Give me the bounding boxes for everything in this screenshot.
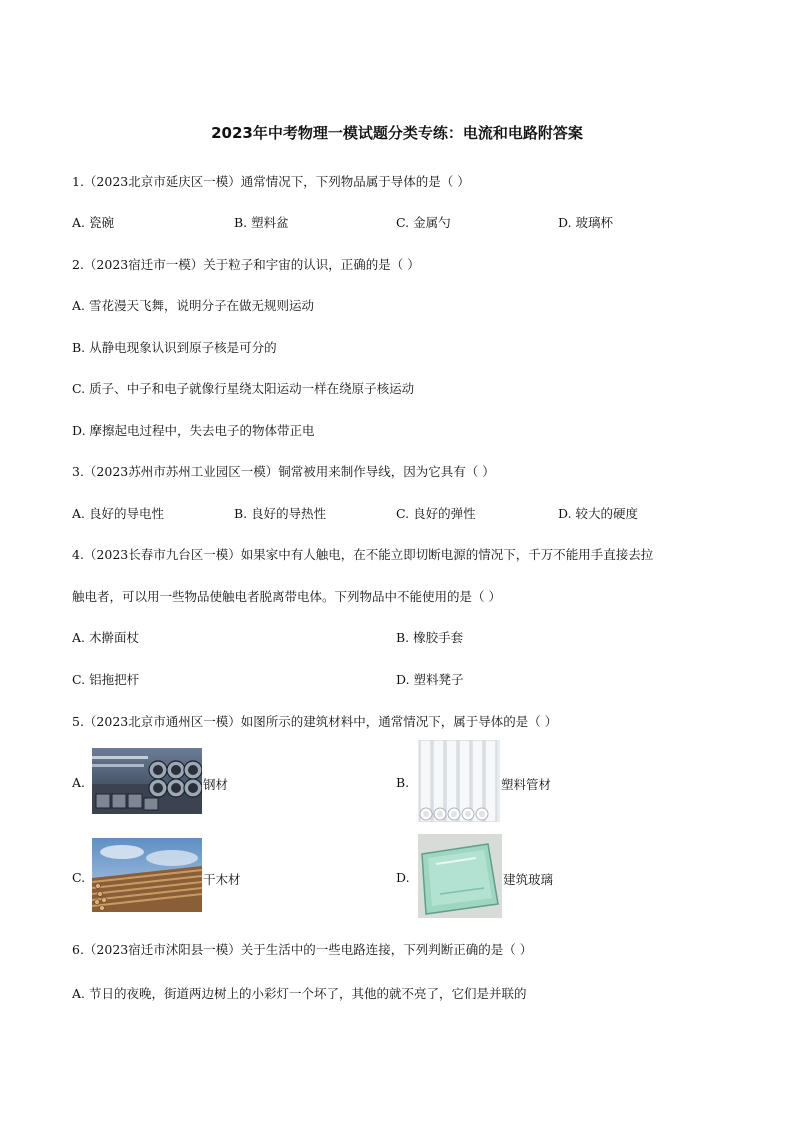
q2-option-b: B. 从静电现象认识到原子核是可分的 <box>72 340 277 355</box>
q5-option-c-letter: C. <box>72 870 86 885</box>
q5-option-b-letter: B. <box>396 775 410 790</box>
question-2-stem: 2.（2023宿迁市一模）关于粒子和宇宙的认识，正确的是（ ） <box>72 257 420 272</box>
question-4-stem-line-2: 触电者，可以用一些物品使触电者脱离带电体。下列物品中不能使用的是（ ） <box>72 589 501 604</box>
question-6-stem: 6.（2023宿迁市沭阳县一模）关于生活中的一些电路连接，下列判断正确的是（ ） <box>72 942 533 957</box>
question-5-stem: 5.（2023北京市通州区一模）如图所示的建筑材料中，通常情况下，属于导体的是（ ） <box>72 714 558 729</box>
q4-option-b: B. 橡胶手套 <box>396 630 464 645</box>
question-3-stem: 3.（2023苏州市苏州工业园区一模）铜常被用来制作导线，因为它具有（ ） <box>72 464 495 479</box>
q5-option-b-label: 塑料管材 <box>501 777 552 792</box>
q3-option-b: B. 良好的导热性 <box>234 506 327 521</box>
q1-option-a: A. 瓷碗 <box>72 215 114 230</box>
q4-option-c: C. 铝拖把杆 <box>72 672 140 687</box>
q5-option-d-label: 建筑玻璃 <box>503 872 554 887</box>
q5-option-a-label: 钢材 <box>203 777 229 792</box>
plastic-pipes-image <box>418 740 500 822</box>
dry-wood-image <box>92 838 202 912</box>
q5-option-c-label: 干木材 <box>203 872 241 887</box>
page-title: 2023年中考物理一模试题分类专练：电流和电路附答案 <box>211 124 583 142</box>
q5-option-a-letter: A. <box>72 775 86 790</box>
q1-option-c: C. 金属勺 <box>396 215 451 230</box>
q3-option-a: A. 良好的导电性 <box>72 506 164 521</box>
q2-option-d: D. 摩擦起电过程中，失去电子的物体带正电 <box>72 423 315 438</box>
q1-option-d: D. 玻璃杯 <box>558 215 614 230</box>
q3-option-d: D. 较大的硬度 <box>558 506 639 521</box>
q4-option-d: D. 塑料凳子 <box>396 672 464 687</box>
q6-option-a: A. 节日的夜晚，街道两边树上的小彩灯一个坏了，其他的就不亮了，它们是并联的 <box>72 986 527 1001</box>
question-1-stem: 1.（2023北京市延庆区一模）通常情况下，下列物品属于导体的是（ ） <box>72 174 470 189</box>
building-glass-image <box>418 834 502 918</box>
q1-option-b: B. 塑料盆 <box>234 215 289 230</box>
q5-option-d-letter: D. <box>396 870 410 885</box>
q2-option-c: C. 质子、中子和电子就像行星绕太阳运动一样在绕原子核运动 <box>72 381 415 396</box>
q3-option-c: C. 良好的弹性 <box>396 506 476 521</box>
q2-option-a: A. 雪花漫天飞舞，说明分子在做无规则运动 <box>72 298 314 313</box>
steel-pipes-image <box>92 748 202 814</box>
question-4-stem-line-1: 4.（2023长春市九台区一模）如果家中有人触电，在不能立即切断电源的情况下，千万不能用手直接去拉 <box>72 547 654 562</box>
q4-option-a: A. 木擀面杖 <box>72 630 139 645</box>
